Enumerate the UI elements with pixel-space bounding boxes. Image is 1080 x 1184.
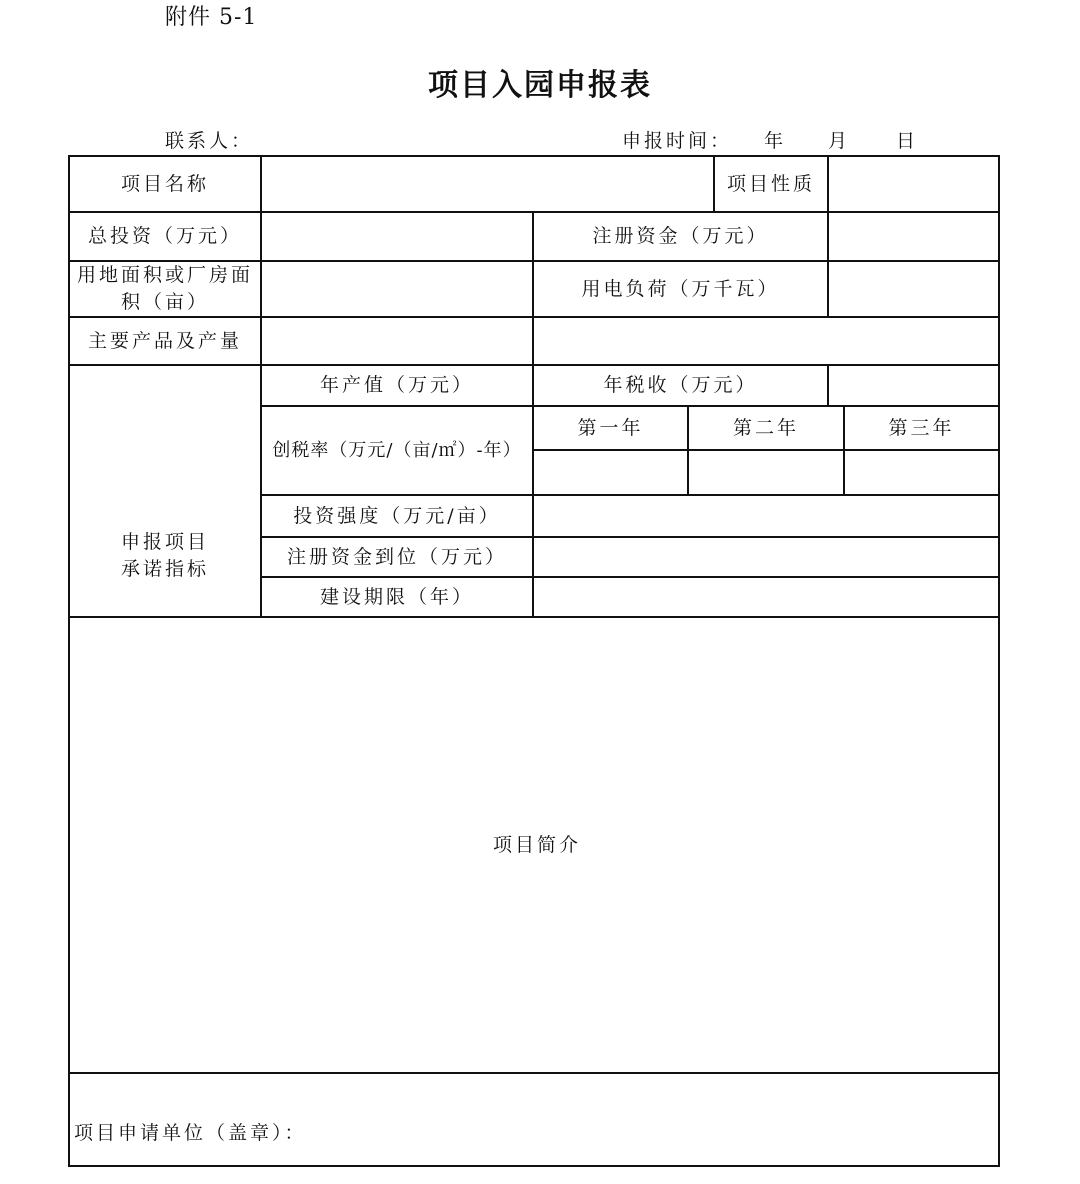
project-intro-area[interactable]: 项目简介 <box>492 833 581 856</box>
total-investment-label: 总投资（万元） <box>87 225 242 247</box>
annual-output-label: 年产值（万元） <box>319 374 474 396</box>
report-date <box>622 126 922 152</box>
construction-period-label: 建设期限（年） <box>319 585 474 608</box>
year1-field[interactable] <box>534 451 687 494</box>
tax-rate-label: 创税率（万元/（亩/㎡）-年） <box>272 440 522 461</box>
attachment-label: 附件 5-1 <box>165 5 258 30</box>
year3-header: 第三年 <box>888 416 955 439</box>
annual-tax-label: 年税收（万元） <box>603 374 758 396</box>
page-title: 项目入园申报表 <box>428 68 652 103</box>
commitment-label-line2: 承诺指标 <box>120 558 209 580</box>
investment-intensity-label: 投资强度（万元/亩） <box>293 504 501 527</box>
project-nature-field[interactable] <box>829 157 998 211</box>
power-load-label: 用电负荷（万千瓦） <box>581 277 780 300</box>
form-border-right <box>998 155 1000 1167</box>
month-unit: 月 <box>828 130 851 152</box>
year3-field[interactable] <box>845 451 998 494</box>
land-area-label <box>70 262 260 316</box>
commitment-label <box>70 366 260 616</box>
project-nature-label: 项目性质 <box>726 172 815 195</box>
main-products-label: 主要产品及产量 <box>87 329 242 352</box>
registered-capital-label: 注册资金（万元） <box>592 225 769 247</box>
year2-field[interactable] <box>689 451 843 494</box>
land-area-field[interactable] <box>262 262 532 316</box>
year-unit: 年 <box>764 130 787 152</box>
power-load-field[interactable] <box>829 262 998 316</box>
annual-tax-field[interactable] <box>829 366 998 405</box>
total-investment-field[interactable] <box>262 213 532 260</box>
applicant-seal-label: 项目申请单位（盖章）： <box>74 1121 307 1144</box>
project-name-label: 项目名称 <box>120 172 209 195</box>
capital-in-place-field[interactable] <box>534 538 998 576</box>
year2-header: 第二年 <box>732 416 799 439</box>
investment-intensity-field[interactable] <box>534 496 998 536</box>
commitment-label-line1: 申报项目 <box>120 531 209 553</box>
registered-capital-field[interactable] <box>829 213 998 260</box>
form-border-bottom <box>68 1165 1000 1167</box>
report-date-label: 申报时间： <box>622 130 733 152</box>
year1-header: 第一年 <box>577 416 644 439</box>
row-line <box>68 1072 1000 1074</box>
project-name-field[interactable] <box>262 157 713 211</box>
main-products-field[interactable] <box>262 318 998 364</box>
capital-in-place-label: 注册资金到位（万元） <box>286 545 507 568</box>
contact-label: 联系人： <box>165 130 254 152</box>
land-area-label-line1: 用地面积或厂房面 <box>76 264 253 286</box>
construction-period-field[interactable] <box>534 578 998 616</box>
day-unit: 日 <box>896 130 919 152</box>
land-area-label-line2: 积（亩） <box>120 291 209 313</box>
application-form <box>68 155 1000 1167</box>
